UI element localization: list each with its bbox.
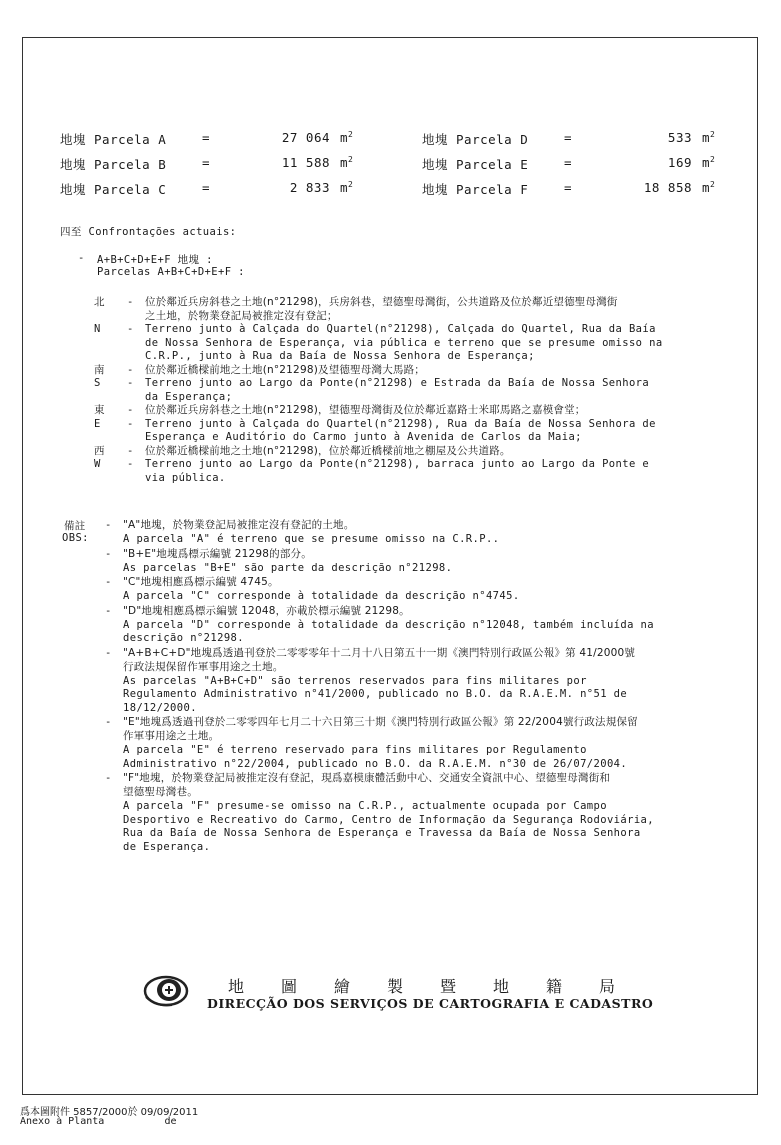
equals-sign: = bbox=[202, 180, 211, 195]
parcel-area-value: 11 588 bbox=[281, 155, 330, 170]
unit-m: m bbox=[340, 155, 349, 171]
agency-logo-icon bbox=[142, 973, 190, 1009]
obs-note-pt: descrição n°21298. bbox=[123, 632, 244, 644]
obs-note-zh: "D"地塊相應爲標示編號 12048，亦載於標示編號 21298。 bbox=[123, 604, 410, 617]
parcel-row bbox=[422, 155, 722, 171]
obs-note-zh: "A+B+C+D"地塊爲透過刊登於二零零零年十二月十八日第五十一期《澳門特別行政區公報》第 41/2000號 bbox=[123, 646, 636, 659]
entry-dash: - bbox=[127, 404, 134, 416]
unit-m: m bbox=[702, 180, 711, 196]
obs-note-pt: 18/12/2000. bbox=[123, 701, 197, 714]
equals-sign: = bbox=[564, 130, 573, 145]
direction-key: N bbox=[94, 323, 101, 335]
entry-dash: - bbox=[127, 296, 134, 308]
confrontacao-text: 位於鄰近橋樑前地之土地(n°21298)，位於鄰近橋樑前地之棚屋及公共道路。 bbox=[145, 444, 511, 457]
obs-dash: - bbox=[105, 519, 112, 531]
obs-note-zh: "F"地塊，於物業登記局被推定沒有登記，現爲嘉模康體活動中心、交通安全資訊中心、望德聖母灣街和 bbox=[123, 772, 611, 784]
obs-dash: - bbox=[105, 547, 112, 560]
obs-note-pt: A parcela "E" é terreno reservado para fins militares por Regulamento bbox=[123, 744, 587, 756]
footer-annex-zh: 爲本圖附件 5857/2000於 09/09/2011 bbox=[20, 1107, 199, 1118]
obs-note-zh: "E"地塊爲透過刊登於二零零四年七月二十六日第三十期《澳門特別行政區公報》第 22/2004號行政法規保留 bbox=[123, 716, 638, 728]
unit-superscript: 2 bbox=[348, 180, 354, 189]
unit-m: m bbox=[340, 180, 349, 196]
confrontacoes-heading: 四至 Confrontações actuais: bbox=[60, 226, 237, 238]
direction-key: 東 bbox=[94, 404, 105, 416]
obs-note-pt: Desportivo e Recreativo do Carmo, Centro de Informação da Segurança Rodoviária, bbox=[123, 813, 655, 826]
parcel-row bbox=[60, 130, 360, 146]
unit-m: m bbox=[702, 155, 711, 171]
equals-sign: = bbox=[564, 155, 573, 170]
direction-key: 西 bbox=[94, 444, 105, 457]
confrontacao-text: Terreno junto à Calçada do Quartel(n°21298), Rua da Baía de Nossa Senhora de bbox=[145, 417, 656, 430]
obs-note-pt: A parcela "C" corresponde à totalidade da descrição n°4745. bbox=[123, 590, 520, 602]
confrontacao-text: Terreno junto ao Largo da Ponte(n°21298), barraca junto ao Largo da Ponte e bbox=[145, 458, 650, 470]
obs-label-zh: 備註 bbox=[64, 520, 86, 532]
parcel-row bbox=[422, 180, 722, 196]
equals-sign: = bbox=[202, 130, 211, 145]
obs-dash: - bbox=[105, 772, 112, 784]
obs-dash: - bbox=[105, 716, 112, 728]
agency-name-pt: DIRECÇÃO DOS SERVIÇOS DE CARTOGRAFIA E CADASTRO bbox=[207, 996, 654, 1011]
parcel-area-value: 169 bbox=[667, 155, 692, 170]
obs-note-pt: A parcela "D" corresponde à totalidade da descrição n°12048, também incluída na bbox=[123, 618, 655, 631]
group-label-pt: Parcelas A+B+C+D+E+F : bbox=[97, 266, 245, 278]
group-dash: - bbox=[78, 252, 85, 264]
confrontacao-text: Terreno junto ao Largo da Ponte(n°21298) e Estrada da Baía de Nossa Senhora bbox=[145, 377, 650, 389]
parcel-area-value: 533 bbox=[667, 130, 692, 145]
entry-dash: - bbox=[127, 363, 134, 376]
area-unit bbox=[702, 155, 715, 170]
entry-dash: - bbox=[127, 458, 134, 470]
entry-dash: - bbox=[127, 417, 134, 430]
obs-note-zh: 望德聖母灣巷。 bbox=[123, 786, 198, 798]
unit-superscript: 2 bbox=[348, 155, 354, 164]
confrontacao-text: Terreno junto à Calçada do Quartel(n°21298), Calçada do Quartel, Rua da Baía bbox=[145, 323, 656, 335]
confrontacao-text: de Nossa Senhora de Esperança, via pública e terreno que se presume omisso na bbox=[145, 336, 663, 349]
unit-superscript: 2 bbox=[348, 130, 354, 139]
obs-note-pt: As parcelas "B+E" são parte da descrição n°21298. bbox=[123, 561, 453, 574]
obs-dash: - bbox=[105, 576, 112, 588]
unit-m: m bbox=[340, 130, 349, 146]
confrontacao-text: Esperança e Auditório do Carmo junto à Avenida de Carlos da Maia; bbox=[145, 431, 582, 443]
obs-note-pt: A parcela "F" presume-se omisso na C.R.P., actualmente ocupada por Campo bbox=[123, 800, 607, 812]
confrontacao-text: da Esperança; bbox=[145, 390, 233, 403]
parcel-area-value: 18 858 bbox=[643, 180, 692, 195]
direction-key: W bbox=[94, 458, 101, 470]
obs-note-zh: "A"地塊，於物業登記局被推定沒有登記的土地。 bbox=[123, 519, 355, 531]
confrontacao-text: via pública. bbox=[145, 471, 226, 484]
area-unit bbox=[702, 180, 715, 195]
group-label-zh: A+B+C+D+E+F 地塊 : bbox=[97, 254, 213, 266]
unit-superscript: 2 bbox=[710, 155, 716, 164]
parcel-row bbox=[60, 155, 360, 171]
obs-note-pt: Rua da Baía de Nossa Senhora de Esperança e Travessa da Baía de Nossa Senhora bbox=[123, 827, 641, 839]
area-unit bbox=[340, 155, 353, 170]
parcel-area-value: 2 833 bbox=[289, 180, 330, 195]
parcel-row bbox=[422, 130, 722, 146]
obs-label-pt: OBS: bbox=[62, 532, 89, 544]
parcel-label: 地塊 Parcela A bbox=[60, 132, 167, 147]
parcel-label: 地塊 Parcela E bbox=[422, 157, 529, 172]
direction-key: 北 bbox=[94, 296, 105, 308]
obs-note-zh: 作軍事用途之土地。 bbox=[123, 730, 220, 742]
obs-dash: - bbox=[105, 646, 112, 659]
unit-m: m bbox=[702, 130, 711, 146]
confrontacao-text: 位於鄰近兵房斜巷之土地(n°21298)，望德聖母灣街及位於鄰近嘉路士米耶馬路之嘉模會堂； bbox=[145, 404, 586, 416]
confrontacao-text: C.R.P., junto à Rua da Baía de Nossa Senhora de Esperança; bbox=[145, 350, 535, 362]
obs-note-zh: 行政法規保留作軍事用途之土地。 bbox=[123, 660, 284, 673]
confrontacao-text: 位於鄰近兵房斜巷之土地(n°21298)，兵房斜巷，望德聖母灣街，公共道路及位於鄰近望德聖母灣街 bbox=[145, 296, 618, 308]
area-unit bbox=[702, 130, 715, 145]
obs-note-pt: Regulamento Administrativo n°41/2000, publicado no B.O. da R.A.E.M. n°51 de bbox=[123, 688, 628, 700]
parcel-label: 地塊 Parcela B bbox=[60, 157, 167, 172]
confrontacao-text: 之土地，於物業登記局被推定沒有登記； bbox=[145, 309, 338, 322]
equals-sign: = bbox=[202, 155, 211, 170]
parcel-label: 地塊 Parcela C bbox=[60, 182, 167, 197]
entry-dash: - bbox=[127, 444, 134, 457]
entry-dash: - bbox=[127, 377, 134, 389]
unit-superscript: 2 bbox=[710, 130, 716, 139]
obs-note-pt: Administrativo n°22/2004, publicado no B.O. da R.A.E.M. n°30 de 26/07/2004. bbox=[123, 757, 628, 770]
parcel-label: 地塊 Parcela D bbox=[422, 132, 529, 147]
direction-key: 南 bbox=[94, 363, 105, 376]
area-unit bbox=[340, 130, 353, 145]
parcel-row bbox=[60, 180, 360, 196]
confrontacao-text: 位於鄰近橋樑前地之土地(n°21298)及望德聖母灣大馬路； bbox=[145, 363, 425, 376]
obs-dash: - bbox=[105, 604, 112, 617]
parcel-area-value: 27 064 bbox=[281, 130, 330, 145]
entry-dash: - bbox=[127, 323, 134, 335]
obs-note-pt: A parcela "A" é terreno que se presume omisso na C.R.P.. bbox=[123, 533, 500, 545]
footer-annex-pt: Anexo à Planta de bbox=[20, 1116, 177, 1127]
direction-key: S bbox=[94, 377, 101, 389]
parcel-label: 地塊 Parcela F bbox=[422, 182, 529, 197]
agency-name-zh: 地圖繪製暨地籍局 bbox=[228, 977, 653, 996]
direction-key: E bbox=[94, 417, 101, 430]
obs-note-pt: de Esperança. bbox=[123, 840, 211, 853]
obs-note-zh: "B+E"地塊爲標示編號 21298的部分。 bbox=[123, 547, 312, 560]
equals-sign: = bbox=[564, 180, 573, 195]
obs-note-pt: As parcelas "A+B+C+D" são terrenos reservados para fins militares por bbox=[123, 674, 587, 687]
area-unit bbox=[340, 180, 353, 195]
obs-note-zh: "C"地塊相應爲標示編號 4745。 bbox=[123, 576, 279, 588]
unit-superscript: 2 bbox=[710, 180, 716, 189]
